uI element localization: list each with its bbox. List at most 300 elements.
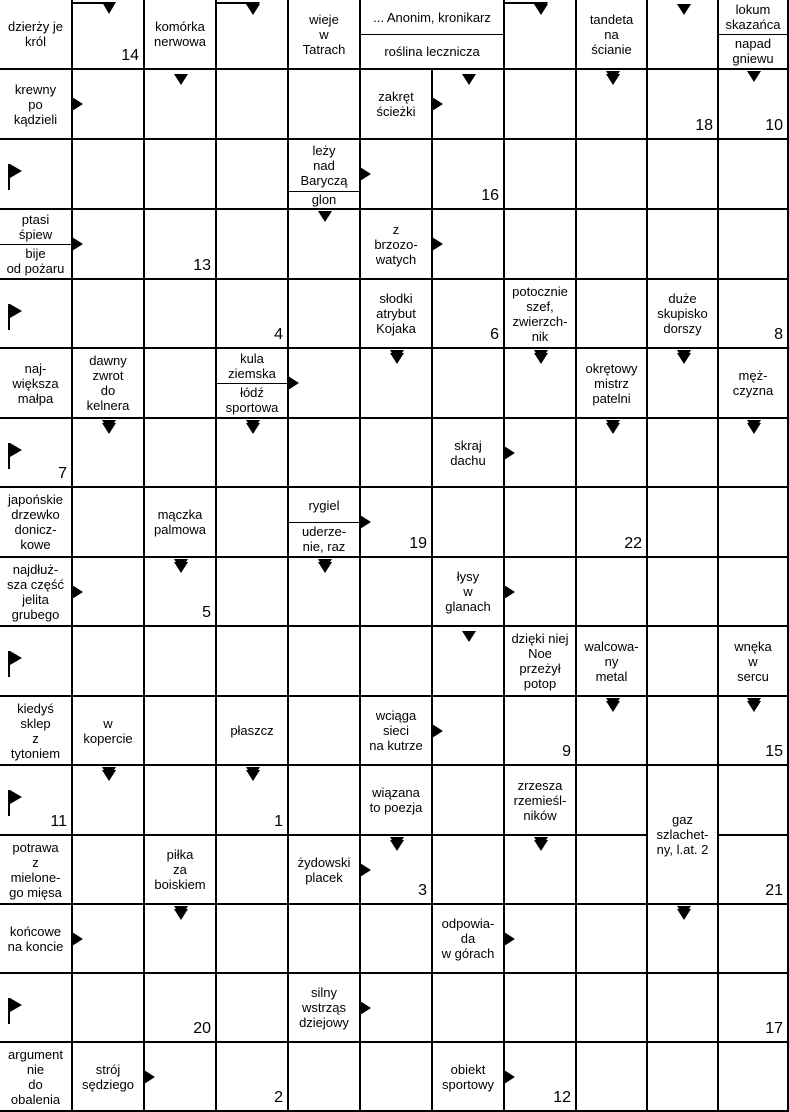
answer-cell[interactable] [577, 836, 648, 905]
answer-cell[interactable] [289, 697, 361, 766]
clue-text [361, 697, 431, 764]
answer-cell[interactable] [217, 974, 289, 1043]
answer-cell[interactable] [719, 558, 789, 627]
answer-cell[interactable] [648, 627, 719, 697]
answer-number: 4 [274, 326, 283, 343]
clue-text [505, 280, 575, 347]
answer-cell[interactable] [217, 70, 289, 140]
answer-cell[interactable] [361, 1043, 433, 1112]
clue-text-content: silny wstrząs dziejowy [299, 985, 349, 1030]
clue-text-content: końcowe na koncie [7, 923, 64, 954]
answer-cell[interactable] [505, 140, 577, 210]
arrow-right-icon [432, 724, 443, 738]
clue-text [505, 766, 575, 834]
clue-text-content: tandeta na ścianie [589, 11, 634, 57]
clue-text [289, 488, 359, 522]
arrow-right-icon [72, 585, 83, 599]
arrow-down-icon [747, 701, 761, 712]
answer-cell[interactable] [73, 558, 145, 627]
arrow-right-icon [72, 237, 83, 251]
clue-text [73, 697, 143, 764]
clue-cell [433, 419, 505, 488]
clue-text [505, 627, 575, 695]
answer-cell[interactable] [361, 627, 433, 697]
clue-text [73, 349, 143, 417]
clue-text [361, 210, 431, 278]
clue-text-content: kiedyś sklep z tytoniem [10, 700, 61, 761]
clue-text-content: potrawa z mielone- go mięsa [9, 839, 62, 900]
answer-cell[interactable] [433, 210, 505, 280]
answer-cell[interactable] [577, 766, 648, 836]
clue-text-content: wieje w Tatrach [302, 11, 346, 57]
clue-text [361, 766, 431, 834]
answer-cell[interactable] [217, 558, 289, 627]
clue-text [0, 697, 71, 764]
clue-text [648, 280, 717, 347]
clue-cell [289, 488, 361, 558]
clue-text-content: dzierży je król [8, 19, 63, 49]
answer-cell[interactable] [73, 627, 145, 697]
clue-text [361, 34, 503, 68]
clue-cell [217, 697, 289, 766]
arrow-down-icon [747, 71, 761, 82]
answer-cell[interactable] [648, 974, 719, 1043]
clue-text [577, 349, 646, 417]
clue-text [145, 836, 215, 903]
clue-text-content: żydowski placek [297, 854, 351, 885]
answer-cell[interactable] [289, 349, 361, 419]
arrow-down-icon [534, 353, 548, 364]
arrow-down-icon [606, 74, 620, 85]
clue-text [217, 697, 287, 764]
clue-cell [719, 0, 789, 70]
clue-cell [361, 697, 433, 766]
clue-text-content: japońskie drzewko donicz- kowe [8, 492, 63, 552]
clue-text-content: uderze- nie, raz [301, 524, 347, 554]
answer-number: 13 [193, 257, 211, 274]
clue-cell [289, 0, 361, 70]
answer-cell[interactable] [217, 140, 289, 210]
answer-cell[interactable] [289, 627, 361, 697]
clue-text [289, 191, 359, 208]
clue-divider [0, 244, 71, 245]
clue-text [719, 349, 787, 417]
clue-text-content: łódź sportowa [225, 385, 279, 415]
flag-cloth [10, 443, 22, 457]
clue-text-content: zrzesza rzemieśl- ników [513, 777, 567, 823]
arrow-down-icon [747, 423, 761, 434]
clue-text [289, 522, 359, 556]
clue-text-content: z brzozo- watych [374, 221, 418, 267]
answer-cell[interactable] [577, 974, 648, 1043]
clue-text [719, 627, 787, 695]
clue-cell [648, 766, 719, 905]
arrow-down-icon [318, 211, 332, 222]
answer-cell[interactable] [145, 697, 217, 766]
answer-cell[interactable] [145, 419, 217, 488]
flag-cloth [10, 651, 22, 665]
answer-number: 15 [765, 743, 783, 760]
arrow-right-icon [144, 1070, 155, 1084]
clue-divider [719, 34, 787, 35]
answer-cell[interactable] [719, 1043, 789, 1112]
clue-cell [289, 140, 361, 210]
clue-text [0, 349, 71, 417]
clue-cell [0, 210, 73, 280]
clue-cell [145, 836, 217, 905]
arrow-down-icon [390, 353, 404, 364]
answer-cell[interactable] [289, 1043, 361, 1112]
clue-cell [361, 70, 433, 140]
arrow-right-icon [504, 932, 515, 946]
clue-text-content: gaz szlachet- ny, l.at. 2 [656, 812, 709, 857]
answer-cell[interactable] [433, 349, 505, 419]
clue-cell [719, 349, 789, 419]
answer-cell[interactable] [577, 558, 648, 627]
clue-text [577, 627, 646, 695]
answer-cell[interactable] [217, 488, 289, 558]
flag-cloth [10, 304, 22, 318]
arrow-right-icon [504, 446, 515, 460]
clue-text-content: kula ziemska [228, 351, 276, 381]
clue-text-content: rygiel [308, 497, 340, 513]
clue-text-content: wiązana to poezja [369, 785, 423, 815]
arrow-down-icon [246, 423, 260, 434]
clue-divider [361, 34, 503, 35]
clue-text [648, 766, 717, 903]
arrow-right-icon [72, 932, 83, 946]
clue-cell [505, 280, 577, 349]
arrow-down-icon [606, 701, 620, 712]
answer-cell[interactable] [433, 766, 505, 836]
clue-cell [0, 70, 73, 140]
clue-text-content: lokum skazańca [725, 2, 781, 32]
clue-text-content: ... Anonim, kronikarz [373, 9, 491, 25]
answer-cell[interactable] [505, 419, 577, 488]
clue-text-content: słodki atrybut Kojaka [376, 291, 416, 336]
answer-cell[interactable] [217, 836, 289, 905]
clue-text-content: bije od pożaru [6, 246, 65, 276]
clue-text-content: najdłuż- sza część jelita grubego [6, 561, 65, 622]
answer-cell[interactable] [73, 836, 145, 905]
clue-text [361, 70, 431, 138]
answer-cell[interactable] [289, 280, 361, 349]
answer-cell[interactable] [433, 697, 505, 766]
answer-cell[interactable] [505, 488, 577, 558]
clue-text [0, 558, 71, 625]
clue-divider [289, 522, 359, 523]
clue-text [719, 0, 787, 34]
clue-text-content: naj- większa małpa [12, 360, 59, 406]
clue-text-content: zakręt ścieżki [376, 89, 416, 119]
arrow-down-icon [318, 562, 332, 573]
clue-cell [145, 0, 217, 70]
clue-cell [217, 349, 289, 419]
arrow-down-icon [246, 4, 260, 15]
answer-cell[interactable] [73, 974, 145, 1043]
arrow-down-icon [174, 909, 188, 920]
answer-cell[interactable] [505, 974, 577, 1043]
clue-text [0, 905, 71, 972]
clue-cell [648, 280, 719, 349]
answer-cell[interactable] [505, 905, 577, 974]
clue-text-content: komórka nerwowa [153, 19, 207, 49]
clue-cell [577, 627, 648, 697]
clue-text [433, 419, 503, 486]
answer-cell[interactable] [433, 488, 505, 558]
clue-text [145, 0, 215, 68]
clue-cell [0, 0, 73, 70]
answer-cell[interactable] [289, 70, 361, 140]
clue-cell [73, 1043, 145, 1112]
arrow-down-icon [534, 840, 548, 851]
answer-cell[interactable] [145, 349, 217, 419]
answer-cell[interactable] [648, 488, 719, 558]
clue-cell [361, 210, 433, 280]
arrow-right-icon [432, 237, 443, 251]
clue-cell [433, 558, 505, 627]
answer-number: 5 [202, 604, 211, 621]
answer-cell[interactable] [73, 905, 145, 974]
clue-cell [0, 697, 73, 766]
answer-cell[interactable] [289, 419, 361, 488]
arrow-down-icon [677, 353, 691, 364]
answer-number: 14 [121, 47, 139, 64]
arrow-down-icon [462, 631, 476, 642]
answer-cell[interactable] [577, 280, 648, 349]
clue-cell [73, 697, 145, 766]
clue-text [0, 210, 71, 244]
answer-number: 19 [409, 535, 427, 552]
clue-cell [0, 905, 73, 974]
hook-tip [102, 2, 116, 14]
clue-text-content: potocznie szef, zwierzch- nik [512, 283, 568, 344]
answer-cell[interactable] [577, 210, 648, 280]
answer-number: 11 [50, 813, 67, 830]
answer-cell[interactable] [361, 974, 433, 1043]
clue-cell [361, 766, 433, 836]
clue-text [0, 1043, 71, 1110]
arrow-down-icon [677, 4, 691, 15]
clue-text-content: dzięki niej Noe przeżył potop [511, 631, 569, 691]
clue-text [0, 244, 71, 278]
clue-text-content: argument nie do obalenia [8, 1046, 63, 1107]
arrow-down-icon [462, 74, 476, 85]
answer-cell[interactable] [648, 210, 719, 280]
flag-cloth [10, 790, 22, 804]
answer-cell[interactable] [289, 905, 361, 974]
arrow-right-icon [72, 97, 83, 111]
clue-cell [361, 0, 505, 70]
answer-cell[interactable] [73, 70, 145, 140]
clue-text-content: piłka za boiskiem [154, 847, 206, 892]
answer-cell[interactable] [505, 210, 577, 280]
clue-text-content: męż- czyzna [732, 368, 774, 398]
clue-text-content: ptasi śpiew [18, 212, 53, 242]
clue-text [433, 905, 503, 972]
answer-cell[interactable] [648, 419, 719, 488]
clue-text [289, 836, 359, 903]
answer-cell[interactable] [217, 210, 289, 280]
clue-text-content: roślina lecznicza [384, 43, 480, 59]
flag-cloth [10, 164, 22, 178]
clue-text [0, 70, 71, 138]
clue-text-content: mączka palmowa [153, 507, 207, 537]
clue-cell [433, 1043, 505, 1112]
clue-text-content: obiekt sportowy [441, 1061, 495, 1092]
answer-cell[interactable] [73, 210, 145, 280]
answer-cell[interactable] [648, 697, 719, 766]
clue-text-content: strój sędziego [81, 1061, 135, 1092]
clue-text [361, 0, 503, 34]
answer-cell[interactable] [361, 419, 433, 488]
arrow-right-icon [504, 1070, 515, 1084]
answer-cell[interactable] [648, 140, 719, 210]
clue-cell [0, 488, 73, 558]
clue-text-content: wciąga sieci na kutrze [369, 708, 423, 753]
clue-text [73, 1043, 143, 1110]
arrow-down-icon [606, 423, 620, 434]
answer-cell[interactable] [719, 766, 789, 836]
answer-cell[interactable] [505, 558, 577, 627]
answer-number: 21 [765, 882, 783, 899]
clue-text-content: leży nad Baryczą [300, 143, 348, 188]
arrow-down-icon [677, 909, 691, 920]
answer-cell[interactable] [577, 905, 648, 974]
clue-text-content: płaszcz [230, 723, 274, 738]
clue-cell [289, 836, 361, 905]
answer-cell[interactable] [719, 210, 789, 280]
clue-text-content: dawny zwrot do kelnera [86, 353, 130, 413]
answer-cell[interactable] [577, 140, 648, 210]
clue-text [577, 0, 646, 68]
answer-cell[interactable] [73, 488, 145, 558]
clue-cell [577, 0, 648, 70]
answer-cell[interactable] [433, 836, 505, 905]
arrow-down-icon [174, 562, 188, 573]
clue-text-content: odpowia- da w górach [441, 916, 495, 961]
answer-number: 7 [58, 465, 67, 482]
answer-cell[interactable] [719, 140, 789, 210]
clue-text [719, 34, 787, 68]
arrow-right-icon [432, 97, 443, 111]
clue-cell [361, 280, 433, 349]
answer-number: 1 [274, 813, 283, 830]
clue-text [289, 974, 359, 1041]
answer-number: 2 [274, 1089, 283, 1106]
answer-cell[interactable] [361, 140, 433, 210]
clue-text [217, 349, 287, 383]
clue-text-content: walcowa- ny metal [584, 638, 639, 684]
clue-text [289, 140, 359, 191]
answer-cell[interactable] [73, 140, 145, 210]
clue-text-content: glon [311, 192, 337, 207]
clue-text-content: okrętowy mistrz patelni [585, 360, 638, 406]
clue-cell [577, 349, 648, 419]
answer-number: 3 [418, 882, 427, 899]
answer-number: 10 [765, 117, 783, 134]
clue-divider [289, 191, 359, 192]
clue-text [289, 0, 359, 68]
clue-cell [73, 349, 145, 419]
answer-cell[interactable] [361, 558, 433, 627]
arrow-right-icon [288, 376, 299, 390]
answer-cell[interactable] [577, 1043, 648, 1112]
answer-cell[interactable] [648, 1043, 719, 1112]
answer-cell[interactable] [145, 766, 217, 836]
answer-cell[interactable] [217, 905, 289, 974]
arrow-down-icon [102, 423, 116, 434]
answer-cell[interactable] [145, 627, 217, 697]
clue-cell [0, 836, 73, 905]
answer-cell[interactable] [361, 905, 433, 974]
answer-number: 17 [765, 1020, 783, 1037]
clue-text [0, 488, 71, 556]
clue-text [145, 488, 215, 556]
clue-text [0, 0, 71, 68]
answer-number: 20 [193, 1020, 211, 1037]
clue-cell [289, 974, 361, 1043]
answer-cell[interactable] [648, 558, 719, 627]
answer-number: 6 [490, 326, 499, 343]
answer-cell[interactable] [719, 905, 789, 974]
answer-cell[interactable] [217, 627, 289, 697]
clue-text [361, 280, 431, 347]
arrow-right-icon [360, 167, 371, 181]
clue-cell [145, 488, 217, 558]
arrow-right-icon [360, 863, 371, 877]
arrow-right-icon [360, 515, 371, 529]
answer-cell[interactable] [145, 140, 217, 210]
answer-cell[interactable] [505, 70, 577, 140]
clue-text-content: duże skupisko dorszy [657, 291, 708, 336]
answer-number: 16 [481, 187, 499, 204]
clue-divider [217, 383, 287, 384]
clue-text [217, 383, 287, 417]
arrow-down-icon [174, 74, 188, 85]
answer-cell[interactable] [73, 280, 145, 349]
answer-cell[interactable] [145, 280, 217, 349]
clue-cell [0, 349, 73, 419]
clue-text-content: krewny po kądzieli [13, 81, 58, 127]
arrow-right-icon [504, 585, 515, 599]
clue-text [0, 836, 71, 903]
clue-text-content: napad gniewu [732, 36, 774, 66]
clue-text-content: skraj dachu [450, 437, 486, 468]
flag-cloth [10, 998, 22, 1012]
answer-cell[interactable] [289, 766, 361, 836]
clue-cell [0, 558, 73, 627]
answer-number: 18 [695, 117, 713, 134]
clue-cell [505, 766, 577, 836]
clue-text-content: w kopercie [83, 715, 133, 746]
clue-cell [433, 905, 505, 974]
clue-cell [719, 627, 789, 697]
answer-number: 9 [562, 743, 571, 760]
answer-number: 22 [624, 535, 642, 552]
answer-cell[interactable] [145, 1043, 217, 1112]
clue-text [433, 1043, 503, 1110]
clue-text [433, 558, 503, 625]
clue-cell [0, 1043, 73, 1112]
arrow-down-icon [102, 770, 116, 781]
answer-cell[interactable] [719, 488, 789, 558]
arrow-down-icon [534, 4, 548, 15]
answer-cell[interactable] [433, 974, 505, 1043]
arrow-down-icon [390, 840, 404, 851]
arrow-right-icon [360, 1001, 371, 1015]
clue-text-content: łysy w glanach [445, 569, 491, 614]
